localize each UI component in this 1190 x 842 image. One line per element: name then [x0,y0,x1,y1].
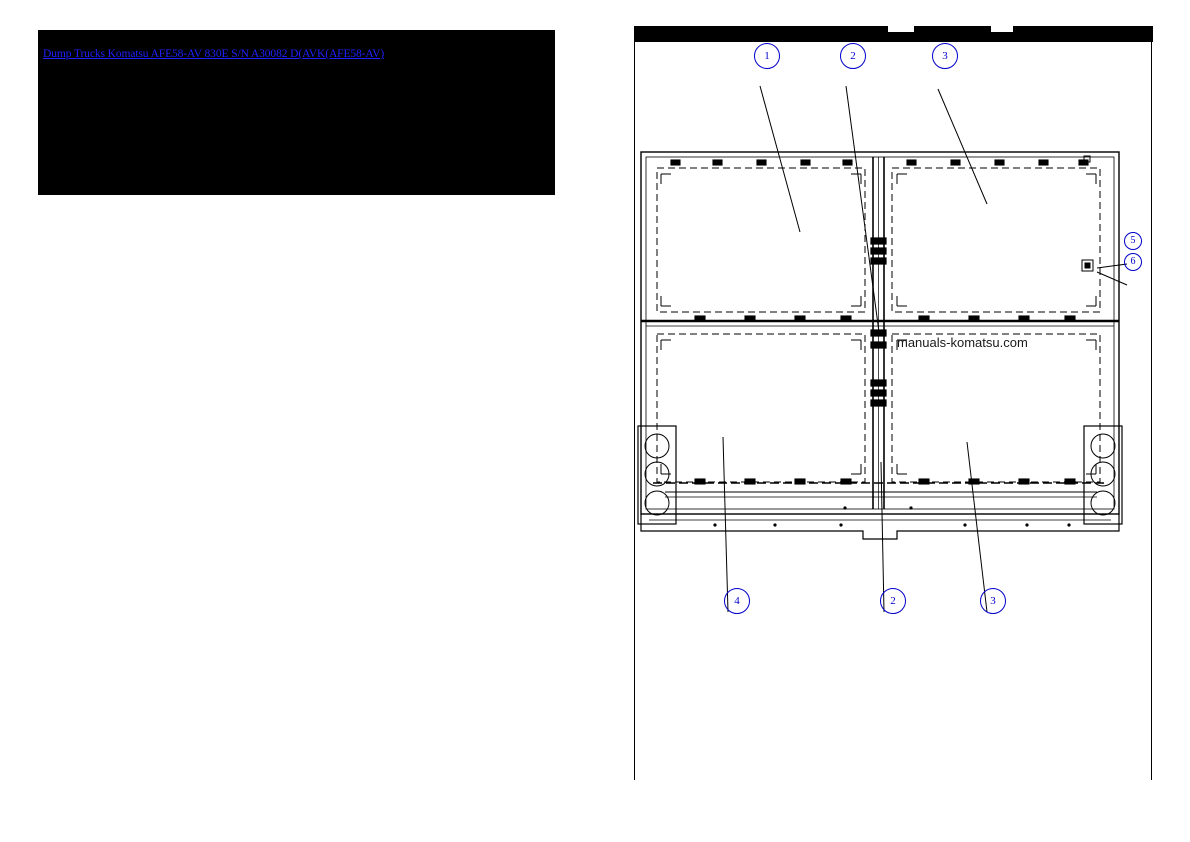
top-bar-notch-left [888,26,914,32]
callout-bubble-2-top[interactable]: 2 [840,43,866,69]
watermark-text: manuals-komatsu.com [897,335,1028,350]
callout-bubble-5[interactable]: 5 [1124,232,1142,250]
title-panel [38,30,555,195]
callout-bubble-4[interactable]: 4 [724,588,750,614]
callout-bubble-6[interactable]: 6 [1124,253,1142,271]
body-assembly-drawing-svg [635,42,1153,780]
document-title-link[interactable]: Dump Trucks Komatsu AFE58-AV 830E S/N A30082 D(AVK(AFE58-AV) [43,48,385,60]
technical-drawing [635,42,1153,780]
sheet-top-bar [635,26,1153,42]
top-bar-notch-right [991,26,1013,32]
callout-bubble-1[interactable]: 1 [754,43,780,69]
callout-bubble-3-top[interactable]: 3 [932,43,958,69]
callout-bubble-2-bottom[interactable]: 2 [880,588,906,614]
drawing-sheet [634,26,1152,780]
callout-bubble-3-bottom[interactable]: 3 [980,588,1006,614]
